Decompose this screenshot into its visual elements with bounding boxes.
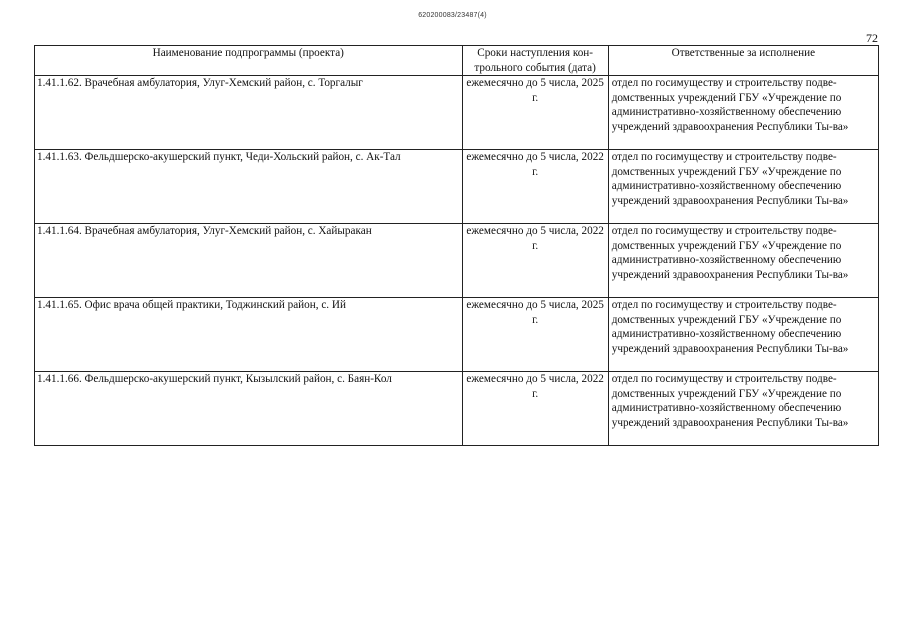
responsible-cell: отдел по госимуществу и строительству подве-домственных учреждений ГБУ «Учреждение по административно-хозяйственному обеспечению учреждений здравоохранения Республики Ты-ва» <box>608 76 878 150</box>
responsible-cell: отдел по госимуществу и строительству подве-домственных учреждений ГБУ «Учреждение по административно-хозяйственному обеспечению учреждений здравоохранения Республики Ты-ва» <box>608 372 878 446</box>
responsible-cell: отдел по госимуществу и строительству подве-домственных учреждений ГБУ «Учреждение по административно-хозяйственному обеспечению учреждений здравоохранения Республики Ты-ва» <box>608 150 878 224</box>
deadline-cell: ежемесячно до 5 числа, 2022 г. <box>462 224 608 298</box>
responsible-cell: отдел по госимуществу и строительству подве-домственных учреждений ГБУ «Учреждение по административно-хозяйственному обеспечению учреждений здравоохранения Республики Ты-ва» <box>608 298 878 372</box>
deadline-cell: ежемесячно до 5 числа, 2025 г. <box>462 76 608 150</box>
column-header-name: Наименование подпрограммы (проекта) <box>35 46 463 76</box>
project-name-cell: 1.41.1.64. Врачебная амбулатория, Улуг-Хемский район, с. Хайыракан <box>35 224 463 298</box>
document-code: 620200083/23487(4) <box>418 12 487 19</box>
project-name-cell: 1.41.1.66. Фельдшерско-акушерский пункт, Кызылский район, с. Баян-Кол <box>35 372 463 446</box>
column-header-date: Сроки наступления кон-трольного события (дата) <box>462 46 608 76</box>
table-row <box>35 298 879 372</box>
deadline-cell: ежемесячно до 5 числа, 2022 г. <box>462 150 608 224</box>
column-header-responsible: Ответственные за исполнение <box>608 46 878 76</box>
table-row <box>35 150 879 224</box>
table-header-row <box>35 46 879 76</box>
project-name-cell: 1.41.1.65. Офис врача общей практики, Тоджинский район, с. Ий <box>35 298 463 372</box>
deadline-cell: ежемесячно до 5 числа, 2025 г. <box>462 298 608 372</box>
responsible-cell: отдел по госимуществу и строительству подве-домственных учреждений ГБУ «Учреждение по административно-хозяйственному обеспечению учреждений здравоохранения Республики Ты-ва» <box>608 224 878 298</box>
control-events-table <box>34 45 879 446</box>
table-row <box>35 372 879 446</box>
table-row <box>35 224 879 298</box>
page-number: 72 <box>866 31 878 45</box>
project-name-cell: 1.41.1.63. Фельдшерско-акушерский пункт, Чеди-Хольский район, с. Ак-Тал <box>35 150 463 224</box>
project-name-cell: 1.41.1.62. Врачебная амбулатория, Улуг-Хемский район, с. Торгалыг <box>35 76 463 150</box>
table-row <box>35 76 879 150</box>
deadline-cell: ежемесячно до 5 числа, 2022 г. <box>462 372 608 446</box>
